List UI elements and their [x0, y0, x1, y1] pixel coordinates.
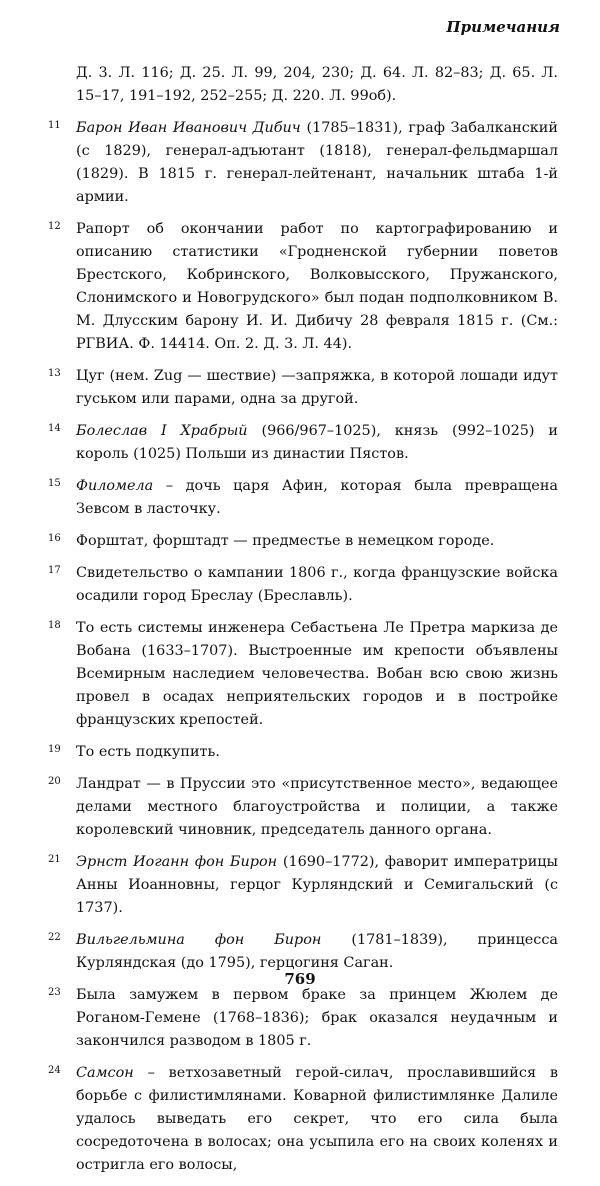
note-text [76, 562, 558, 608]
note-17 [48, 562, 558, 608]
note-text [76, 420, 558, 466]
page-number: 769 [284, 970, 316, 988]
note-number: 17 [48, 565, 61, 576]
note-18 [48, 617, 558, 732]
note-term: Эрнст Иоганн фон Бирон [76, 854, 278, 870]
notes-container [48, 117, 558, 1177]
note-continuation [48, 62, 558, 108]
note-text [76, 617, 558, 732]
note-number: 19 [48, 744, 61, 755]
note-number: 11 [48, 120, 61, 131]
note-text [76, 365, 558, 411]
note-text [76, 218, 558, 356]
note-text [76, 984, 558, 1053]
note-body: – дочь царя Афин, которая была превращена Зевсом в ласточку. [76, 478, 558, 517]
note-text [76, 773, 558, 842]
note-body: Рапорт об окончании работ по картографированию и описанию статистики «Гродненской губернии поветов Брестского, Кобринского, Волковысского, Пружанского, Слонимского и Новогрудского» был подан подполковником В. М. Длусским барону И. И. Дибичу 28 февраля 1815 г. (См.: РГВИА. Ф. 14414. Оп. 2. Д. 3. Л. 44). [76, 221, 558, 352]
note-term: Филомела [76, 478, 154, 494]
note-11 [48, 117, 558, 209]
running-header: Примечания [446, 18, 560, 36]
note-23 [48, 984, 558, 1053]
note-text [76, 741, 558, 764]
note-body: Свидетельство о кампании 1806 г., когда французские войска осадили город Бреслау (Бреславль). [76, 565, 558, 604]
note-number: 13 [48, 368, 61, 379]
note-body: (966/967–1025), князь (992–1025) и король (1025) Польши из династии Пястов. [76, 423, 559, 462]
note-body: То есть системы инженера Себастьена Ле Претра маркиза де Вобана (1633–1707). Выстроенные им крепости объявлены Всемирным наследием человечества. Вобан всю свою жизнь провел в осадах неприятельских городов и в постройке французских крепостей. [76, 620, 558, 728]
note-text [76, 929, 558, 975]
note-12 [48, 218, 558, 356]
note-text [76, 475, 558, 521]
note-number: 20 [48, 776, 61, 787]
note-13 [48, 365, 558, 411]
note-21 [48, 851, 558, 920]
note-number: 12 [48, 221, 61, 232]
note-body: Цуг (нем. Zug — шествие) —запряжка, в которой лошади идут гуськом или парами, одна за другой. [76, 368, 558, 407]
note-body: Форштат, форштадт — предместье в немецком городе. [76, 533, 495, 549]
note-text [76, 117, 558, 209]
note-term: Барон Иван Иванович Дибич [76, 120, 301, 136]
note-body: (1781–1839), принцесса Курляндская (до 1795), герцогиня Саган. [76, 932, 558, 971]
note-number: 15 [48, 478, 61, 489]
note-number: 21 [48, 854, 61, 865]
note-body: (1785–1831), граф Забалканский (с 1829), генерал-адъютант (1818), генерал-фельдмаршал (1829). В 1815 г. генерал-лейтенант, начальник штаба 1-й армии. [76, 120, 558, 205]
note-term: Вильгельмина фон Бирон [76, 932, 322, 948]
note-number: 24 [48, 1065, 61, 1076]
note-number: 16 [48, 533, 61, 544]
note-number: 18 [48, 620, 61, 631]
note-body: (1690–1772), фаворит императрицы Анны Иоанновны, герцог Курляндский и Семигальский (с 1737). [76, 854, 559, 916]
note-19 [48, 741, 558, 764]
note-body: Была замужем в первом браке за принцем Жюлем де Роганом-Гемене (1768–1836); брак оказался неудачным и закончился разводом в 1805 г. [76, 987, 558, 1049]
note-number: 23 [48, 987, 61, 998]
note-text [76, 1062, 558, 1177]
note-term: Самсон [76, 1065, 134, 1081]
note-15 [48, 475, 558, 521]
note-20 [48, 773, 558, 842]
note-24 [48, 1062, 558, 1177]
note-22 [48, 929, 558, 975]
note-body: – ветхозаветный герой-силач, прославившийся в борьбе с филистимлянами. Коварной филистимлянке Далиле удалось выведать его секрет, что его сила была сосредоточена в волосах; она усыпила его на своих коленях и остригла его волосы, [76, 1065, 558, 1173]
note-term: Болеслав I Храбрый [76, 423, 248, 439]
note-body: То есть подкупить. [76, 744, 220, 760]
note-text [76, 851, 558, 920]
note-16 [48, 530, 558, 553]
note-text [76, 530, 558, 553]
notes-list [48, 62, 558, 1186]
note-body: Ландрат — в Пруссии это «присутственное место», ведающее делами местного благоустройства и полиции, а также королевский чиновник, председатель данного органа. [76, 776, 558, 838]
note-number: 14 [48, 423, 61, 434]
note-14 [48, 420, 558, 466]
note-number: 22 [48, 932, 61, 943]
note-text: Д. 3. Л. 116; Д. 25. Л. 99, 204, 230; Д. 64. Л. 82–83; Д. 65. Л. 15–17, 191–192, 252–255; Д. 220. Л. 99об). [76, 65, 558, 104]
